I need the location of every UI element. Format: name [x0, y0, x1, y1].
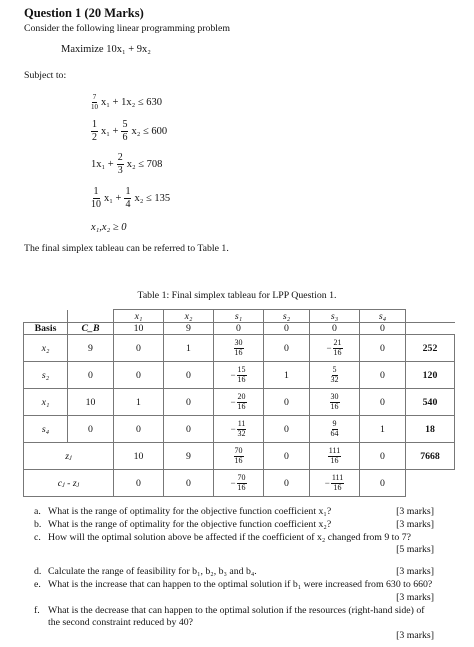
- question-d: d. Calculate the range of feasibility for b₁, b₂, b₃ and b₄. [3 marks]: [34, 566, 434, 578]
- constraint-4-coef-2: $\frac{1}{4}$: [125, 186, 131, 210]
- cost-s2: 0: [264, 323, 310, 335]
- question-e: e. What is the increase that can happen to the optimal solution if b₁ were increased from 630 to 660? [3 marks]: [34, 578, 434, 603]
- questions-list: [34, 506, 434, 643]
- constraint-2-coef-2: $\frac{5}{6}$: [122, 119, 128, 143]
- intro-text: Consider the following linear programming problem: [24, 23, 230, 34]
- header-row-costs: [24, 323, 455, 335]
- nonnegativity-constraint: x₁,x₂ ≥ 0: [91, 222, 127, 233]
- table-row: s₂ 0 0 0 − $\frac{15}{16}$ 1 $\frac{5}{32}$ 0 120: [24, 362, 455, 389]
- question-a: a. What is the range of optimality for the objective function coefficient x₁? [3 marks]: [34, 506, 434, 517]
- header-x2: x₂: [164, 310, 214, 323]
- constraint-1: [91, 94, 162, 111]
- cost-s4: 0: [360, 323, 406, 335]
- header-s1: s₁: [214, 310, 264, 323]
- question-b: b. What is the range of optimality for the objective function coefficient x₂? [3 marks]: [34, 518, 434, 530]
- constraint-3-coef-2: $\frac{2}{3}$: [117, 152, 123, 176]
- constraint-4: $\frac{1}{10}$ x₁ + $\frac{1}{4}$ x₂ ≤ 135: [91, 186, 171, 210]
- question-title: Question 1 (20 Marks): [24, 6, 144, 20]
- objective-function: Maximize 10x₁ + 9x₂: [61, 44, 151, 55]
- cb-label: C_B: [68, 323, 114, 335]
- header-row-variables: [24, 310, 455, 323]
- subject-to-label: Subject to:: [24, 70, 67, 81]
- constraint-2-coef-1: $\frac{1}{2}$: [92, 119, 97, 143]
- constraint-1-text: x₁ + 1x₂ ≤ 630: [101, 97, 163, 108]
- constraint-1-coef-1: $\frac{7}{10}$: [91, 93, 98, 111]
- basis-label: Basis: [24, 323, 68, 335]
- table-title: Table 1: Final simplex tableau for LPP Question 1.: [137, 290, 337, 301]
- table-row: s₄ 0 0 0 − $\frac{11}{32}$ 0 $\frac{9}{64}$ 1 18: [24, 416, 455, 443]
- cost-s1: 0: [214, 323, 264, 335]
- table-row: x₂ 9 0 1 $\frac{30}{16}$ 0 − $\frac{21}{16}$ 0 252: [24, 335, 455, 362]
- constraint-4-coef-1: $\frac{1}{10}$: [91, 186, 101, 210]
- cj-zj-row: cⱼ - zⱼ 0 0 − $\frac{70}{16}$ 0 − $\frac{111}{16}$ 0: [24, 470, 455, 497]
- simplex-tableau: [23, 309, 455, 497]
- cost-x2: 9: [164, 323, 214, 335]
- question-f: f. What is the decrease that can happen to the optimal solution if the resources (right-hand side) of the second constraint reduced by 40? [3 marks]: [34, 604, 434, 642]
- header-s4: s₄: [360, 310, 406, 323]
- constraint-3: 1x₁ + $\frac{2}{3}$ x₂ ≤ 708: [91, 152, 163, 176]
- table-row: x₁ 10 1 0 − $\frac{20}{16}$ 0 $\frac{30}{16}$ 0 540: [24, 389, 455, 416]
- final-tableau-text: The final simplex tableau can be referred to Table 1.: [24, 243, 229, 254]
- constraint-2: $\frac{1}{2}$ x₁ + $\frac{5}{6}$ x₂ ≤ 600: [92, 119, 168, 143]
- cost-s3: 0: [310, 323, 360, 335]
- question-c: c. How will the optimal solution above be affected if the coefficient of x₂ changed from 9 to 7? [5 marks]: [34, 531, 434, 556]
- header-s3: s₃: [310, 310, 360, 323]
- header-s2: s₂: [264, 310, 310, 323]
- zj-row: zⱼ 10 9 $\frac{70}{16}$ 0 $\frac{111}{16}$ 0 7668: [24, 443, 455, 470]
- cost-x1: 10: [114, 323, 164, 335]
- header-x1: x₁: [114, 310, 164, 323]
